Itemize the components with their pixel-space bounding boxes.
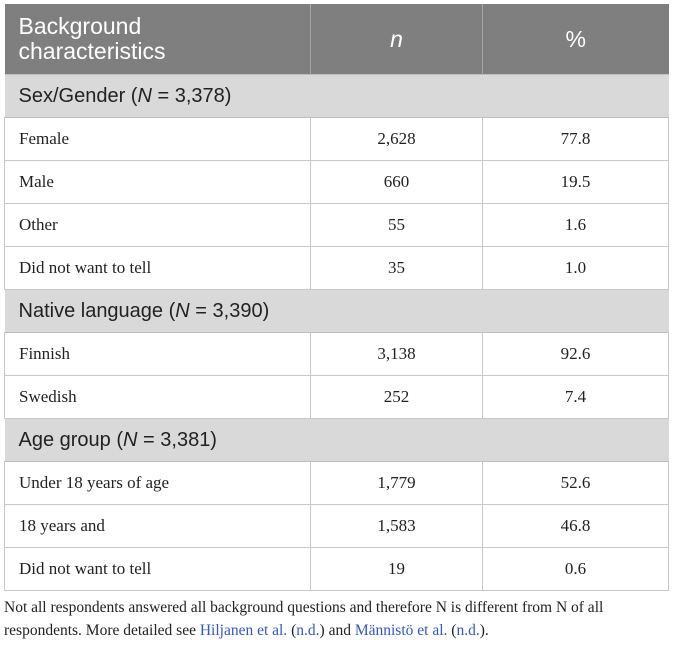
header-characteristics-line1: Background <box>18 13 142 39</box>
reference-link-mannisto-year[interactable]: n.d. <box>456 622 480 639</box>
row-n: 660 <box>311 161 483 204</box>
row-percent: 1.0 <box>483 247 669 290</box>
row-label: 18 years and <box>5 505 311 548</box>
footnote-text: and <box>324 622 355 639</box>
row-percent: 52.6 <box>483 462 669 505</box>
table-row <box>5 204 669 247</box>
row-percent: 92.6 <box>483 333 669 376</box>
row-label: Did not want to tell <box>5 247 311 290</box>
table-row <box>5 548 669 591</box>
table-row <box>5 333 669 376</box>
footnote-text: Not all respondents answered all background questions and therefore N is different from N of all respondents. More detailed see <box>4 599 604 639</box>
row-n: 3,138 <box>311 333 483 376</box>
row-n: 19 <box>311 548 483 591</box>
row-n: 252 <box>311 376 483 419</box>
row-label: Male <box>5 161 311 204</box>
table-row <box>5 161 669 204</box>
table-row <box>5 505 669 548</box>
header-percent: % <box>483 4 669 75</box>
section-native-language <box>5 290 669 333</box>
row-percent: 7.4 <box>483 376 669 419</box>
table-row <box>5 118 669 161</box>
row-percent: 19.5 <box>483 161 669 204</box>
row-n: 55 <box>311 204 483 247</box>
background-characteristics-table-wrapper <box>4 4 668 591</box>
reference-link-hiljanen-year[interactable]: n.d. <box>296 622 320 639</box>
table-row <box>5 247 669 290</box>
row-label: Other <box>5 204 311 247</box>
header-n: n <box>311 4 483 75</box>
row-label: Swedish <box>5 376 311 419</box>
row-n: 1,583 <box>311 505 483 548</box>
section-label: Age group (N = 3,381) <box>5 419 669 462</box>
reference-link-mannisto[interactable]: Männistö et al. <box>354 622 448 639</box>
table-row <box>5 376 669 419</box>
row-percent: 0.6 <box>483 548 669 591</box>
row-n: 2,628 <box>311 118 483 161</box>
footnote-text: . <box>484 622 489 639</box>
header-characteristics-line2: characteristics <box>18 38 166 64</box>
table-row <box>5 462 669 505</box>
reference-link-hiljanen[interactable]: Hiljanen et al. <box>199 622 288 639</box>
section-sex-gender <box>5 75 669 118</box>
row-label: Under 18 years of age <box>5 462 311 505</box>
row-percent: 77.8 <box>483 118 669 161</box>
section-label: Sex/Gender (N = 3,378) <box>5 75 669 118</box>
section-age-group <box>5 419 669 462</box>
row-label: Finnish <box>5 333 311 376</box>
row-n: 1,779 <box>311 462 483 505</box>
section-label: Native language (N = 3,390) <box>5 290 669 333</box>
row-percent: 1.6 <box>483 204 669 247</box>
table-footnote: Not all respondents answered all background questions and therefore N is different from N of all respondents. More detailed see Hiljanen et al. (n.d.) and Männistö et al. (n.d.). <box>4 599 604 639</box>
row-label: Female <box>5 118 311 161</box>
table-header <box>5 4 669 75</box>
header-characteristics <box>5 4 311 75</box>
background-characteristics-table <box>4 4 669 591</box>
row-n: 35 <box>311 247 483 290</box>
row-percent: 46.8 <box>483 505 669 548</box>
row-label: Did not want to tell <box>5 548 311 591</box>
